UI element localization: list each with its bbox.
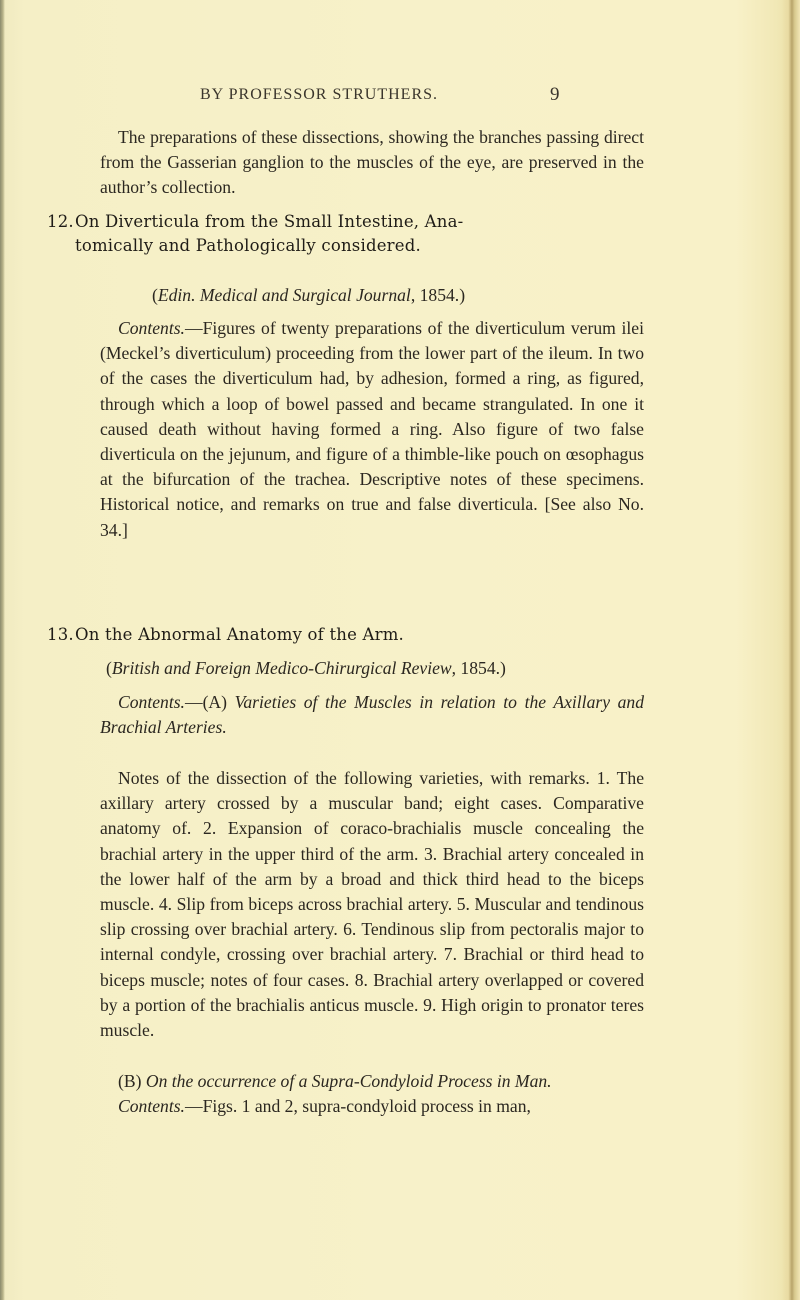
item-12-year: , 1854.) — [410, 285, 466, 305]
item-13-citation — [106, 656, 506, 681]
item-12-heading — [47, 210, 647, 258]
item-13-year: , 1854.) — [451, 658, 506, 678]
citation-open-paren: ( — [152, 285, 158, 305]
item-13-title: On the Abnormal Anatomy of the Arm. — [75, 625, 404, 644]
section-b-contents — [100, 1094, 644, 1119]
item-13-section-b — [100, 1069, 644, 1119]
citation-open-paren: ( — [106, 658, 112, 678]
item-13-number: 13. — [47, 625, 74, 644]
item-12-citation — [152, 283, 465, 308]
section-a-marker: —(A) — [184, 692, 235, 712]
item-13-contents-paragraph — [100, 690, 644, 740]
intro-block — [100, 125, 644, 201]
item-13-heading — [47, 623, 647, 647]
section-b-title: On the occurrence of a Supra-Condyloid Process in Man. — [145, 1071, 552, 1091]
item-12-title-line1: On Diverticula from the Small Intestine, Ana- — [75, 212, 464, 231]
page-number: 9 — [550, 84, 560, 105]
item-13-journal: British and Foreign Medico-Chirurgical Review — [111, 658, 452, 678]
section-b-heading — [100, 1069, 644, 1094]
section-b-marker: (B) — [118, 1071, 146, 1091]
item-12-contents — [100, 316, 644, 543]
section-a-title: Varieties of the Muscles in relation to the Axillary and Brachial Arteries. — [100, 692, 645, 738]
item-12-contents-label: Contents. — [118, 318, 185, 338]
item-12-contents-paragraph — [100, 316, 644, 543]
section-b-contents-label: Contents. — [118, 1096, 185, 1117]
item-13-contents-label: Contents. — [118, 692, 185, 712]
item-12-journal: Edin. Medical and Surgical Journal — [157, 285, 411, 305]
notes-paragraph: Notes of the dissection of the following varieties, with remarks. 1. The axillary artery crossed by a muscular band; eight cases. Comparative anatomy of. 2. Expansion of coraco-brachialis muscle concealing the brachial artery in the upper third of the arm. 3. Brachial artery concealed in the lower half of the arm by a broad and thick third head to the biceps muscle. 4. Slip from biceps across brachial artery. 5. Muscular and tendinous slip crossing over brachial artery. 6. Tendinous slip from pectoralis major to internal condyle, crossing over brachial artery. 7. Brachial or third head to biceps muscle; notes of four cases. 8. Brachial artery overlapped or covered by a portion of the brachialis anticus muscle. 9. High origin to pronator teres muscle. — [100, 768, 644, 1041]
item-13-section-a — [100, 690, 644, 740]
item-12-contents-text: —Figures of twenty preparations of the diverticulum verum ilei (Meckel’s diverticulum) proceeding from the lower part of the ileum. In two of the cases the diverticulum had, by adhesion, formed a ring, as figured, through which a loop of bowel passed and became strangulated. In one it caused death without having formed a ring. Also figure of two false diverticula on the jejunum, and figure of a thimble-like pouch on œsophagus at the bifurcation of the trachea. Descriptive notes of these specimens. Historical notice, and remarks on true and false diverticula. [See also No. 34.] — [100, 318, 644, 540]
intro-paragraph: The preparations of these dissections, showing the branches passing direct from the Gasserian ganglion to the muscles of the eye, are preserved in the author’s collection. — [100, 127, 644, 198]
item-13-notes — [100, 766, 644, 1043]
item-12-number: 12. — [47, 212, 74, 231]
item-12-title-line2: tomically and Pathologically considered. — [75, 236, 421, 255]
section-b-contents-text: —Figs. 1 and 2, supra-condyloid process in man, — [184, 1096, 531, 1117]
page-right-edge — [782, 0, 800, 1300]
running-head: BY PROFESSOR STRUTHERS. — [200, 86, 439, 103]
page-left-edge — [0, 0, 5, 1300]
